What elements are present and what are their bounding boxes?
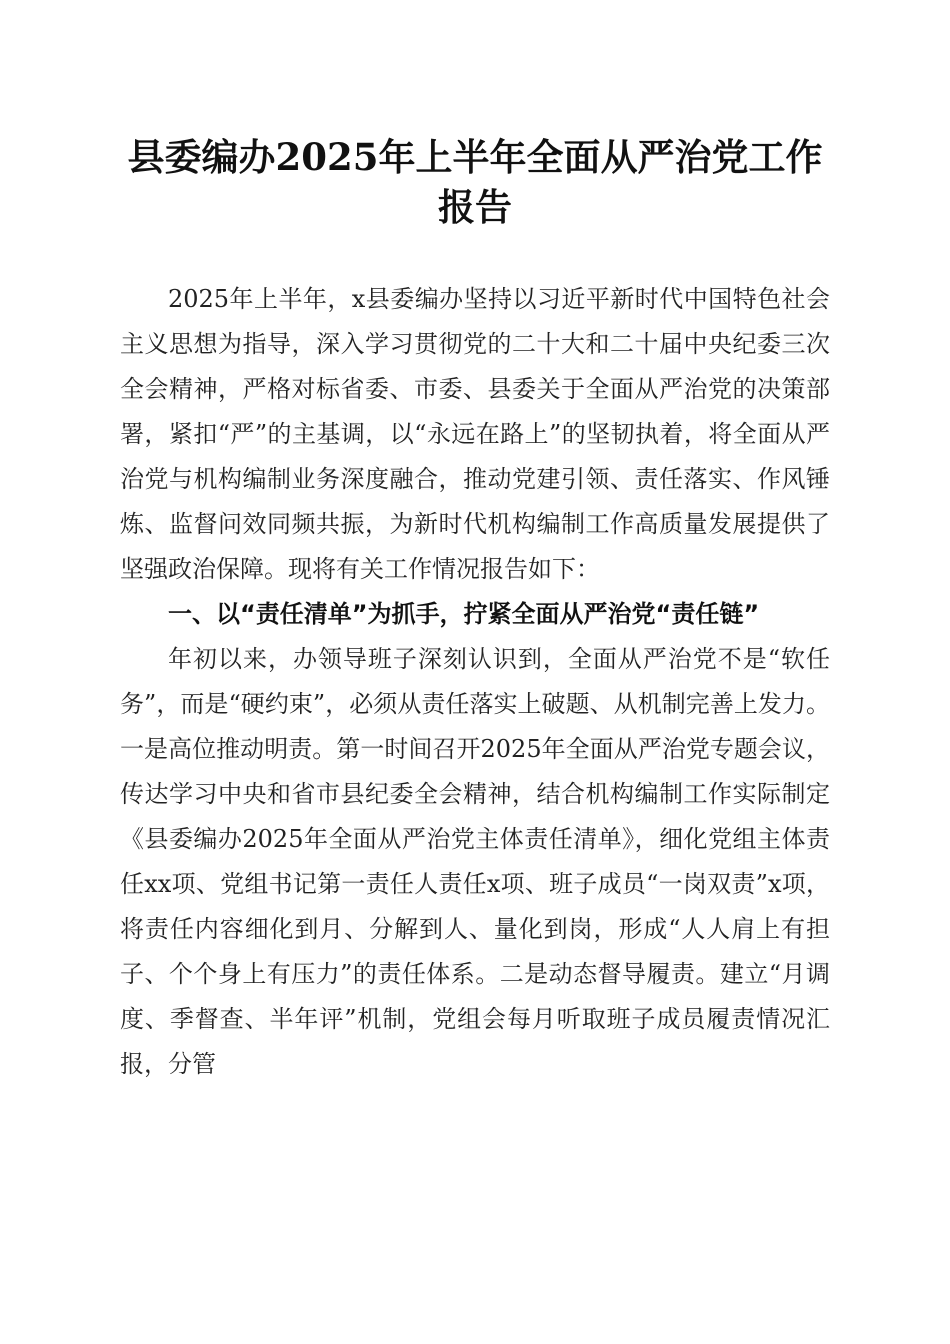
document-body	[120, 277, 830, 1087]
section-heading-1: 一、以“责任清单”为抓手，拧紧全面从严治党“责任链”	[168, 600, 760, 628]
intro-paragraph: 2025年上半年，x县委编办坚持以习近平新时代中国特色社会主义思想为指导，深入学习贯彻党的二十大和二十届中央纪委三次全会精神，严格对标省委、市委、县委关于全面从严治党的决策部署，紧扣“严”的主基调，以“永远在路上”的坚韧执着，将全面从严治党与机构编制业务深度融合，推动党建引领、责任落实、作风锤炼、监督问效同频共振，为新时代机构编制工作高质量发展提供了坚强政治保障。现将有关工作情况报告如下：	[120, 285, 830, 583]
document-title: 县委编办2025年上半年全面从严治党工作报告	[127, 135, 823, 229]
section-1-paragraph: 年初以来，办领导班子深刻认识到，全面从严治党不是“软任务”，而是“硬约束”，必须从责任落实上破题、从机制完善上发力。一是高位推动明责。第一时间召开2025年全面从严治党专题会议，传达学习中央和省市县纪委全会精神，结合机构编制工作实际制定《县委编办2025年全面从严治党主体责任清单》，细化党组主体责任xx项、党组书记第一责任人责任x项、班子成员“一岗双责”x项，将责任内容细化到月、分解到人、量化到岗，形成“人人肩上有担子、个个身上有压力”的责任体系。二是动态督导履责。建立“月调度、季督查、半年评”机制，党组会每月听取班子成员履责情况汇报，分管	[120, 645, 830, 1078]
